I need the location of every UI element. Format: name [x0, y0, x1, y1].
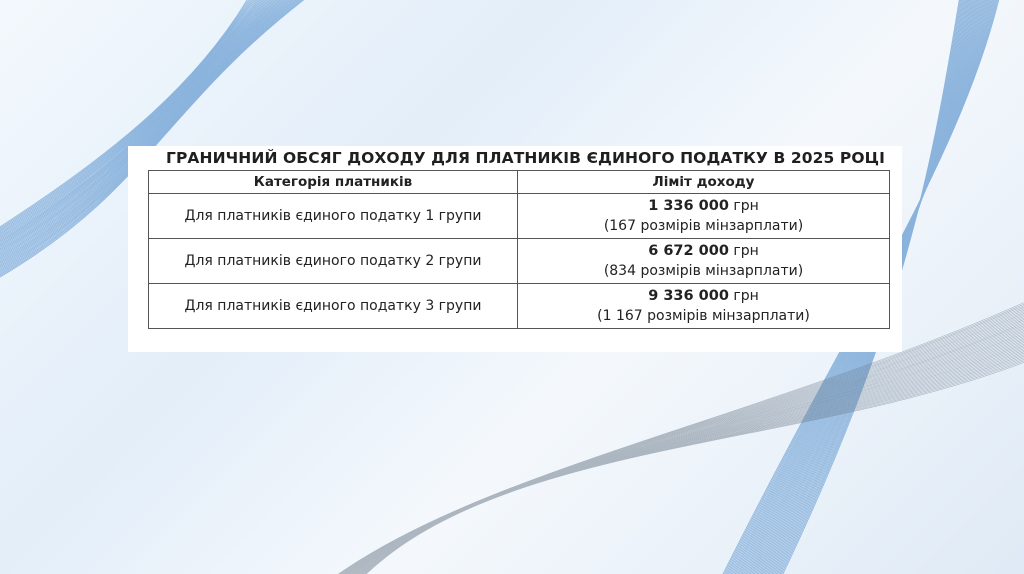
row-limit — [518, 194, 890, 239]
row-limit — [518, 239, 890, 284]
row-limit — [518, 284, 890, 329]
limit-amount: 9 336 000 — [648, 288, 729, 304]
header-category: Категорія платників — [149, 171, 518, 194]
limit-note: (834 розмірів мінзарплати) — [603, 263, 804, 279]
row-category: Для платників єдиного податку 3 групи — [149, 284, 518, 329]
header-limit: Ліміт доходу — [518, 171, 890, 194]
limit-amount: 6 672 000 — [648, 243, 729, 259]
limit-unit: грн — [728, 288, 759, 304]
limit-note: (1 167 розмірів мінзарплати) — [597, 308, 810, 324]
table-row — [149, 194, 890, 239]
table-header-row — [149, 171, 890, 194]
limit-note: (167 розмірів мінзарплати) — [603, 218, 804, 234]
row-category: Для платників єдиного податку 2 групи — [149, 239, 518, 284]
table-row — [149, 239, 890, 284]
slide-title: ГРАНИЧНИЙ ОБСЯГ ДОХОДУ ДЛЯ ПЛАТНИКІВ ЄДИНОГО ПОДАТКУ В 2025 РОЦІ — [166, 149, 885, 167]
limit-unit: грн — [728, 198, 759, 214]
limit-unit: грн — [728, 243, 759, 259]
table-row — [149, 284, 890, 329]
limit-amount: 1 336 000 — [648, 198, 729, 214]
income-limit-table — [148, 170, 890, 329]
row-category: Для платників єдиного податку 1 групи — [149, 194, 518, 239]
